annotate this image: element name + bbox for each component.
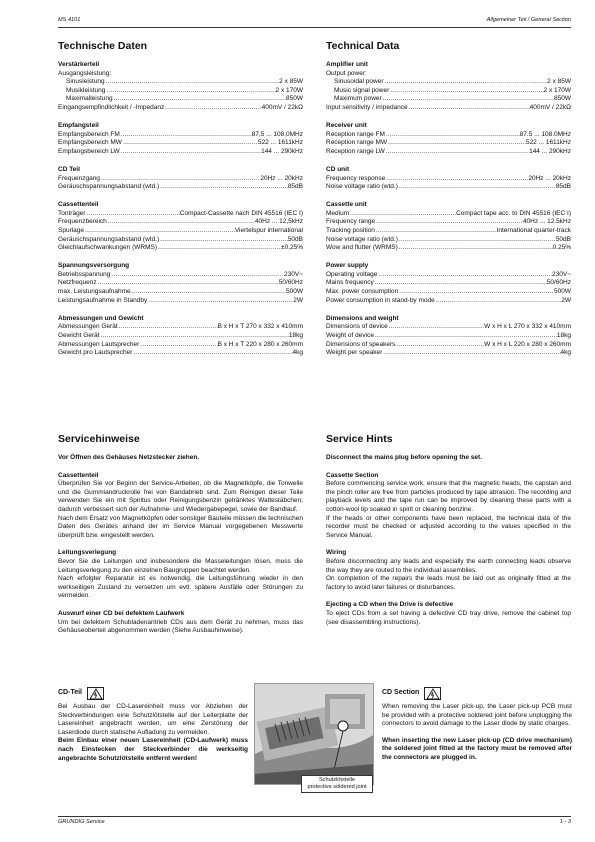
spec-row: Medium ..... Compact tape acc. to DIN 45516 (IEC I) — [326, 210, 571, 219]
amp-section-en — [326, 61, 571, 113]
spec-row: Wow and flutter (WRMS) ..... 0.25% — [326, 244, 571, 253]
esd-warning-icon — [87, 687, 104, 700]
spec-row: Dimensions of speakers ..... W x H x L 220 x 280 x 260mm — [326, 341, 571, 350]
pow-title-en: Power supply — [326, 262, 369, 270]
amp-sub-en: Output power: — [326, 69, 367, 77]
hints-title-de: Servicehinweise — [58, 433, 140, 445]
cd-section-en — [326, 166, 571, 192]
amp-title-de: Verstärkerteil — [58, 61, 100, 68]
spec-row: Maximalleistung ..... 850W — [58, 95, 303, 104]
page-number: 1 - 3 — [559, 819, 571, 825]
paragraph: Nach dem Ersatz von Magnetköpfen oder sonstiger Bauteile müssen die technischen Daten des Gerätes anhand der im Service Manual vorgegebenen Messwerte überprüft bzw. eingestellt werden. — [58, 514, 303, 539]
cas-title-en: Cassette unit — [326, 201, 367, 209]
spec-row: Sinusleistung ..... 2 x 85W — [58, 78, 303, 87]
spec-row: Spurlage ..... Viertelspur international — [58, 227, 303, 236]
spec-row: Power consumption in stand-by mode ..... 2W — [326, 297, 571, 306]
spec-row: Betriebsspannung ..... 230V~ — [58, 271, 303, 280]
cas-section-de — [58, 201, 303, 253]
spec-row: Gleichlaufschwankungen (WRMS) ..... ±0,25% — [58, 244, 303, 253]
spec-row: Abmessungen Lautsprecher ..... B x H x T 220 x 280 x 260mm — [58, 341, 303, 350]
hints-lead-en: Disconnect the mains plug before opening the set. — [326, 454, 483, 461]
spec-row: Geräuschspannungsabstand (wtd.) ..... 50dB — [58, 236, 303, 245]
cas-hint-title-en: Cassette Section — [326, 471, 379, 479]
paragraph: Before disconnecting any leads and especially the earth connecting leads observe the way they are routed to the individual assemblies. — [326, 557, 571, 574]
cd-title-en: CD unit — [326, 165, 350, 173]
cas-hint-en — [326, 472, 571, 541]
page-footer — [58, 816, 571, 826]
cd-title-de: CD Teil — [58, 165, 80, 173]
paragraph: Bei Ausbau der CD-Lasereinheit muss vor Abziehen der Steckverbindungen eine Schutzlötstelle auf der Leiterplatte der Lasereinheit angebracht werden, um eine Zerstörung der Laserdiode durch statische Aufladung zu vermeiden. — [58, 703, 248, 736]
cd-teil-heading — [58, 687, 248, 700]
spec-row: Gewicht pro Lautsprecher ..... 4kg — [58, 349, 303, 358]
rec-section-en — [326, 122, 571, 156]
amp-sub-de: Ausgangsleistung: — [58, 69, 112, 77]
cas-hint-de — [58, 472, 303, 541]
technische-daten — [58, 40, 303, 367]
service-hints — [326, 433, 571, 636]
caption-en: protective soldered joint — [307, 784, 367, 790]
esd-warning-icon — [424, 687, 441, 700]
eject-hint-en — [326, 601, 571, 627]
spec-row: Netzfrequenz ..... 50/60Hz — [58, 279, 303, 288]
paragraph: Nach erfolgter Reparatur ist es notwendig, die Leitungsführung wieder in den werkseitigen Zustand zu versetzen um evtl. spätere Ausfälle oder Störungen zu vermeiden. — [58, 575, 303, 600]
spec-row: Input sensitivity / impedance ..... 400mV / 22kΩ — [326, 104, 571, 113]
section-name: Allgemeiner Teil / General Section — [486, 17, 571, 23]
spec-row: Musikleistung ..... 2 x 170W — [58, 87, 303, 96]
rec-section-de — [58, 122, 303, 156]
spec-row: Tonträger ..... Compact-Cassette nach DIN 45516 (IEC I) — [58, 210, 303, 219]
dim-title-en: Dimensions and weight — [326, 314, 399, 322]
amp-title-en: Amplifier unit — [326, 61, 368, 68]
paragraph: Before commencing service work, ensure that the magnetic heads, the capstan and the pinch roller are free from particles produced by tape abrasion. The recording and playback levels and the tape run can be improved by cleaning these parts with a cotton-wool tip soaked in spirit or cleaning benzine. — [326, 480, 571, 513]
hints-lead-de: Vor Öffnen des Gehäuses Netzstecker ziehen. — [58, 454, 200, 461]
wiring-hint-title-en: Wiring — [326, 549, 347, 557]
spec-row: Weight of device ..... 18kg — [326, 332, 571, 341]
spec-row: Music signal power ..... 2 x 170W — [326, 87, 571, 96]
dim-section-de — [58, 315, 303, 358]
photo-caption — [301, 775, 373, 793]
pow-section-de — [58, 262, 303, 305]
eject-hint-title-en: Ejecting a CD when the Drive is defective — [326, 601, 454, 609]
spec-row: Noise voltage ratio (wtd.) ..... 85dB — [326, 183, 571, 192]
spec-row: Operating voltage ..... 230V~ — [326, 271, 571, 280]
hints-title-en: Service Hints — [326, 433, 393, 445]
spec-row: Tracking position ..... International quarter-track — [326, 227, 571, 236]
dim-title-de: Abmessungen und Gewicht — [58, 314, 144, 322]
cas-title-de: Cassettenteil — [58, 201, 99, 209]
laser-pcb-photo — [254, 683, 374, 785]
cd-teil-title: CD-Teil — [58, 689, 82, 697]
spec-row: max. Leistungsaufnahme ..... 500W — [58, 288, 303, 297]
cas-section-en — [326, 201, 571, 253]
technical-data — [326, 40, 571, 367]
spec-row: Empfangsbereich LW ..... 144 ... 290kHz — [58, 148, 303, 157]
spec-row: Abmessungen Gerät ..... B x H x T 270 x 332 x 410mm — [58, 323, 303, 332]
rec-title-de: Empfangsteil — [58, 122, 99, 130]
spec-row: Gewicht Gerät ..... 18kg — [58, 332, 303, 341]
spec-row: Maximum power ..... 850W — [326, 95, 571, 104]
wiring-hint-en — [326, 549, 571, 592]
eject-hint-title-de: Auswurf einer CD bei defektem Laufwerk — [58, 609, 185, 617]
spec-row: Frequency range ..... 40Hz ... 12.5kHz — [326, 218, 571, 227]
footer-brand: GRUNDIG Service — [58, 819, 105, 825]
cas-hint-title-de: Cassettenteil — [58, 471, 99, 479]
paragraph: Bevor Sie die Leitungen und insbesondere die Masseleitungen lösen, muss die Leitungsverlegung zu den einzelnen Baugruppen beachtet werden. — [58, 557, 303, 574]
spec-row: Max. power consumption ..... 500W — [326, 288, 571, 297]
page-title-de: Technische Daten — [58, 40, 148, 52]
spec-row: Frequenzbereich ..... 40Hz ... 12,5kHz — [58, 218, 303, 227]
paragraph: If the heads or other components have been replaced, the technical data of the recorder must be checked or adjusted according to the values specified in the Service Manual. — [326, 514, 571, 539]
spec-row: Empfangsbereich MW ..... 522 ... 1611kHz — [58, 139, 303, 148]
spec-row: Sinusoidal power ..... 2 x 85W — [326, 78, 571, 87]
dim-section-en — [326, 315, 571, 358]
eject-hint-de — [58, 610, 303, 636]
pow-title-de: Spannungsversorgung — [58, 262, 130, 270]
model-number: MS 4101 — [58, 17, 81, 23]
spec-row: Reception range MW ..... 522 ... 1611kHz — [326, 139, 571, 148]
paragraph: Beim Einbau einer neuen Lasereinheit (CD-Laufwerk) muss nach Einstecken der Steckverbinder die werkseitig angebrachte Schutzlötstelle entfernt werden! — [58, 737, 248, 762]
spec-row: Noise voltage ratio (wtd.) ..... 50dB — [326, 236, 571, 245]
cd-section-title: CD Section — [382, 689, 420, 697]
servicehinweise — [58, 433, 303, 645]
paragraph: When removing the Laser pick-up, the Laser pick-up PCB must be provided with a protective soldered joint before unplugging the connectors to avoid damage to the Laser diode by static charges. — [382, 703, 572, 728]
spec-row: Reception range LW ..... 144 ... 290kHz — [326, 148, 571, 157]
paragraph: When inserting the new Laser pick-up (CD drive mechanism) the soldered joint fitted at the factory must be removed after the connectors are plugged in. — [382, 736, 572, 761]
cd-section-heading — [382, 687, 572, 700]
spec-row: Geräuschspannungsabstand (wtd.) ..... 85dB — [58, 183, 303, 192]
cd-teil-block — [58, 687, 248, 763]
wiring-hint-title-de: Leitungsverlegung — [58, 549, 117, 557]
spec-row: Leistungsaufnahme in Standby ..... 2W — [58, 297, 303, 306]
page-header — [58, 16, 571, 28]
paragraph: Überprüfen Sie vor Beginn der Service-Arbeiten, ob die Magnetköpfe, die Tonwelle und die Gummiandruckrolle frei von Bandabrieb sind. Zum Reinigen dieser Teile verwenden Sie ein mit Spiritus oder Reinigungsbenzin getränktes Wattestäbchen; dadurch verbessert sich der Aufnahme- und Wiedergabepegel, sowie der Bandlauf. — [58, 480, 303, 513]
wiring-hint-de — [58, 549, 303, 601]
rec-title-en: Receiver unit — [326, 122, 367, 130]
pow-section-en — [326, 262, 571, 305]
spec-row: Frequenzgang ..... 20Hz ... 20kHz — [58, 175, 303, 184]
paragraph: Um bei defektem Schubladenantrieb CDs aus dem Gerät zu nehmen, muss das Gehäuseoberteil abgenommen werden (Siehe Ausbauhinweise). — [58, 618, 303, 635]
cd-section-block — [382, 687, 572, 763]
spec-row: Frequency response ..... 20Hz ... 20kHz — [326, 175, 571, 184]
paragraph: On completion of the repairs the leads must be laid out as originally fitted at the factory to avoid later failures or disturbances. — [326, 575, 571, 591]
spec-row: Eingangsempfindlichkeit / -Impedanz ..... 400mV / 22kΩ — [58, 104, 303, 113]
amp-section-de — [58, 61, 303, 113]
spec-row: Dimensions of device ..... W x H x L 270 x 332 x 410mm — [326, 323, 571, 332]
paragraph: To eject CDs from a set having a defective CD tray drive, remove the cabinet top (see disassembling instructions). — [326, 609, 571, 626]
caption-de: Schutzlötstelle — [318, 777, 356, 783]
spec-row: Mains frequency ..... 50/60Hz — [326, 279, 571, 288]
spec-row: Empfangsbereich FM ..... 87,5 ... 108,0MHz — [58, 131, 303, 140]
cd-section-de — [58, 166, 303, 192]
spec-row: Weight per speaker ..... 4kg — [326, 349, 571, 358]
page-title-en: Technical Data — [326, 40, 400, 52]
spec-row: Reception range FM ..... 87.5 ... 108.0MHz — [326, 131, 571, 140]
